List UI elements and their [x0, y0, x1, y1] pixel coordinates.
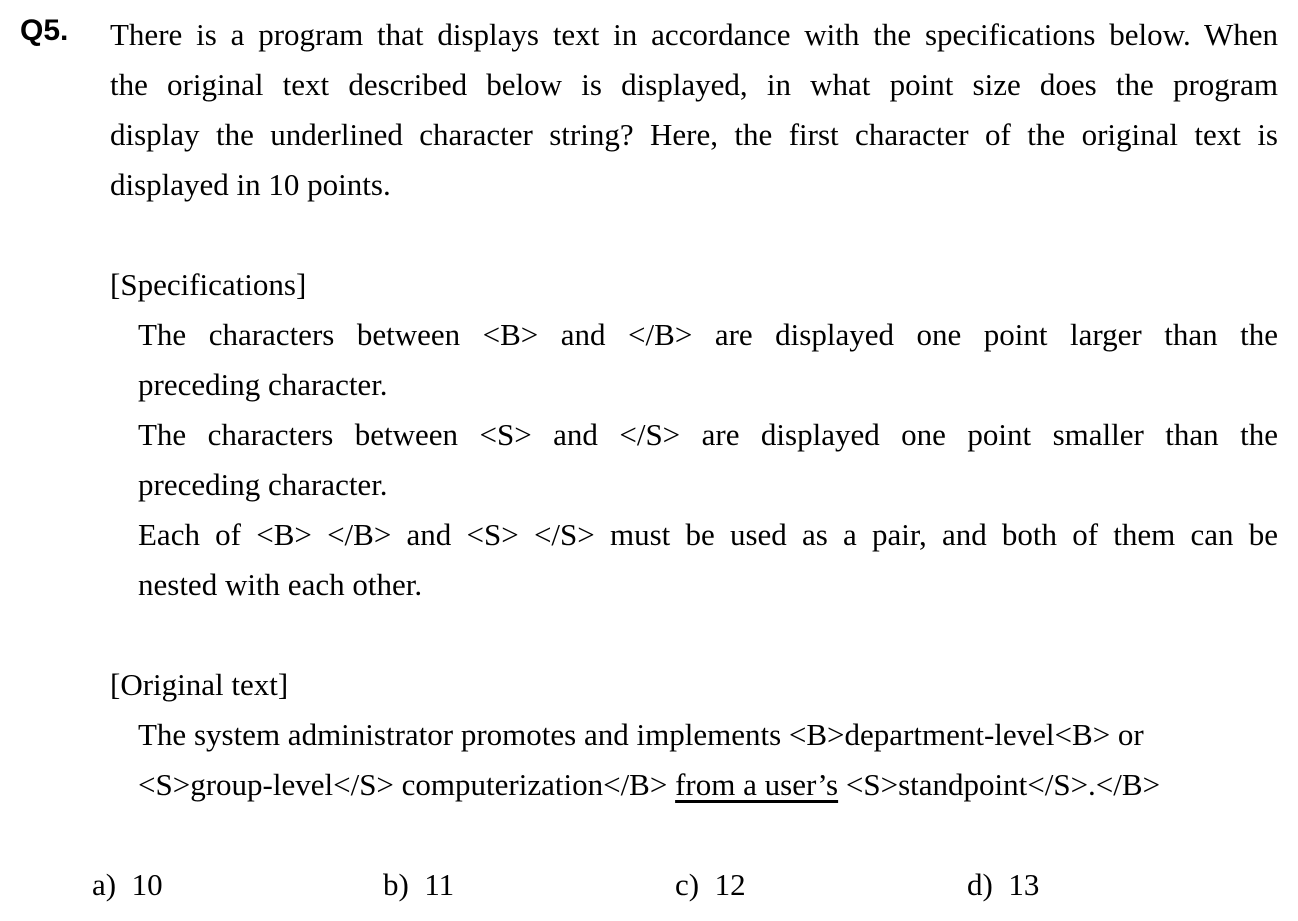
- choice-b[interactable]: [383, 860, 454, 910]
- choice-value: 10: [131, 867, 163, 902]
- choice-label: b): [383, 867, 409, 902]
- question-number: Q5.: [20, 14, 69, 47]
- choice-value: 13: [1008, 867, 1040, 902]
- spec-line: The characters between <S> and </S> are displayed one point smaller than the: [138, 417, 1278, 452]
- spec-line: The characters between <B> and </B> are displayed one point larger than the: [138, 317, 1278, 352]
- choice-value: 11: [424, 867, 455, 902]
- question-line: There is a program that displays text in accordance with the specifications below. When: [110, 17, 1278, 52]
- original-line-2-after: <S>standpoint</S>.</B>: [838, 767, 1161, 802]
- spec-line: preceding character.: [138, 467, 388, 502]
- spec-line: nested with each other.: [138, 567, 423, 602]
- original-line-1: The system administrator promotes and implements <B>department-level<B> or: [138, 717, 1144, 752]
- underlined-string: from a user’s: [675, 767, 839, 802]
- original-line-2: [138, 760, 1278, 810]
- specifications-text: [138, 310, 1278, 610]
- question-line: displayed in 10 points.: [110, 167, 391, 202]
- question-line: the original text described below is displayed, in what point size does the program: [110, 67, 1278, 102]
- spec-line: Each of <B> </B> and <S> </S> must be used as a pair, and both of them can be: [138, 517, 1278, 552]
- question-text: [110, 10, 1278, 210]
- choice-d[interactable]: [967, 860, 1039, 910]
- specifications-heading: [Specifications]: [110, 267, 307, 302]
- choice-label: a): [92, 867, 117, 902]
- choice-label: c): [675, 867, 700, 902]
- original-text-heading: [Original text]: [110, 667, 289, 702]
- question-line: display the underlined character string? Here, the first character of the original text is: [110, 117, 1278, 152]
- choice-c[interactable]: [675, 860, 746, 910]
- spec-line: preceding character.: [138, 367, 388, 402]
- original-text: [138, 710, 1278, 810]
- choice-label: d): [967, 867, 993, 902]
- choice-value: 12: [714, 867, 746, 902]
- choice-a[interactable]: [92, 860, 163, 910]
- original-line-2-before: <S>group-level</S> computerization</B>: [138, 767, 676, 802]
